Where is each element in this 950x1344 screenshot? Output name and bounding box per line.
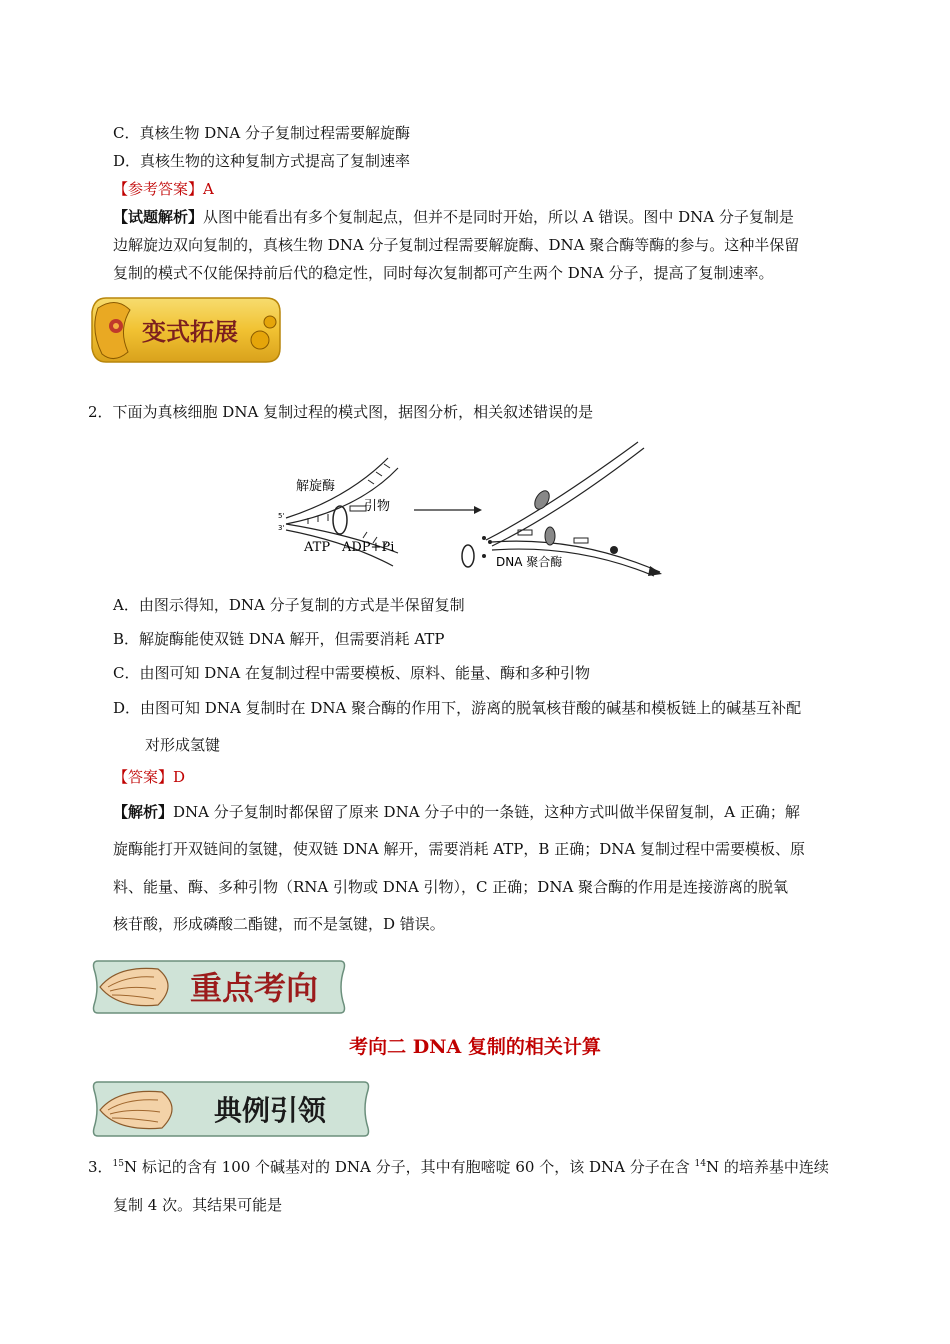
q3-stem-line2: 复制 4 次。其结果可能是 [113,1196,283,1214]
banner-key-focus [88,955,350,1019]
section-title: 考向二 DNA 复制的相关计算 [349,1036,601,1058]
dna-replication-diagram [278,438,668,578]
q1-analysis-line-1 [113,206,794,228]
q2-analysis-line-4: 核苷酸，形成磷酸二酯键，而不是氢键，D 错误。 [113,915,445,933]
banner-typical-example [88,1076,374,1142]
q3-isotope-14: 14 [694,1159,706,1169]
q2-option-d-line1: D．由图可知 DNA 复制时在 DNA 聚合酶的作用下，游离的脱氧核苷酸的碱基和模板链上的碱基互补配 [113,699,802,717]
banner-variant-extension [88,290,284,370]
label-adp-pi: ADP+Pi [342,540,395,555]
label-atp: ATP [304,540,331,555]
q3-isotope-15: 15 [112,1159,124,1169]
q1-option-c: C．真核生物 DNA 分子复制过程需要解旋酶 [113,124,410,142]
q2-option-a: A．由图示得知，DNA 分子复制的方式是半保留复制 [113,596,465,614]
q2-analysis-label: 【解析】 [113,803,174,821]
label-dna-polymerase: DNA 聚合酶 [496,555,563,569]
q2-analysis-line-2: 旋酶能打开双链间的氢键，使双链 DNA 解开，需要消耗 ATP，B 正确；DNA 复制过程中需要模板、原 [113,840,805,858]
q3-stem-line1 [88,1156,829,1178]
q2-analysis-line-1 [113,801,800,823]
label-3-end: 3' [278,524,285,532]
banner-variant-graphic [88,290,284,370]
q1-answer-label: 【参考答案】 [113,180,204,198]
banner-variant-text: 变式拓展 [142,317,238,346]
q2-answer-label: 【答案】 [113,768,174,786]
q1-answer-value: A [203,180,214,198]
label-5-end: 5' [278,512,285,520]
banner-example-text: 典例引领 [213,1094,327,1127]
banner-example-graphic [88,1076,374,1142]
dna-replication-figure [278,438,668,578]
q3-text-part2: N 的培养基中连续 [705,1158,829,1176]
q1-analysis-line-2: 边解旋边双向复制的，真核生物 DNA 分子复制过程需要解旋酶、DNA 聚合酶等酶的参与。这种半保留 [113,236,800,254]
label-primer: 引物 [364,499,391,514]
q1-analysis-text-1: 从图中能看出有多个复制起点，但并不是同时开始，所以 A 错误。图中 DNA 分子复制是 [203,208,794,226]
q3-number: 3． [88,1158,113,1176]
q1-option-d: D．真核生物的这种复制方式提高了复制速率 [113,152,411,170]
q2-answer [113,766,185,788]
banner-focus-graphic [88,955,350,1019]
q1-analysis-label: 【试题解析】 [113,208,204,226]
q3-text-part1: N 标记的含有 100 个碱基对的 DNA 分子，其中有胞嘧啶 60 个，该 DNA 分子在含 [124,1158,695,1176]
q2-analysis-text-1: DNA 分子复制时都保留了原来 DNA 分子中的一条链，这种方式叫做半保留复制，A 正确；解 [173,803,800,821]
q2-stem: 2．下面为真核细胞 DNA 复制过程的模式图，据图分析，相关叙述错误的是 [88,403,594,421]
banner-focus-text: 重点考向 [189,969,319,1007]
q2-option-d-line2: 对形成氢键 [145,736,221,754]
q2-analysis-line-3: 料、能量、酶、多种引物（RNA 引物或 DNA 引物），C 正确；DNA 聚合酶的作用是连接游离的脱氧 [113,878,789,896]
q2-option-c: C．由图可知 DNA 在复制过程中需要模板、原料、能量、酶和多种引物 [113,664,591,682]
q2-option-b: B．解旋酶能使双链 DNA 解开，但需要消耗 ATP [113,630,445,648]
q1-answer [113,178,214,200]
q2-answer-value: D [173,768,186,786]
label-helicase: 解旋酶 [296,479,336,494]
q1-analysis-line-3: 复制的模式不仅能保持前后代的稳定性，同时每次复制都可产生两个 DNA 分子，提高了复制速率。 [113,264,774,282]
